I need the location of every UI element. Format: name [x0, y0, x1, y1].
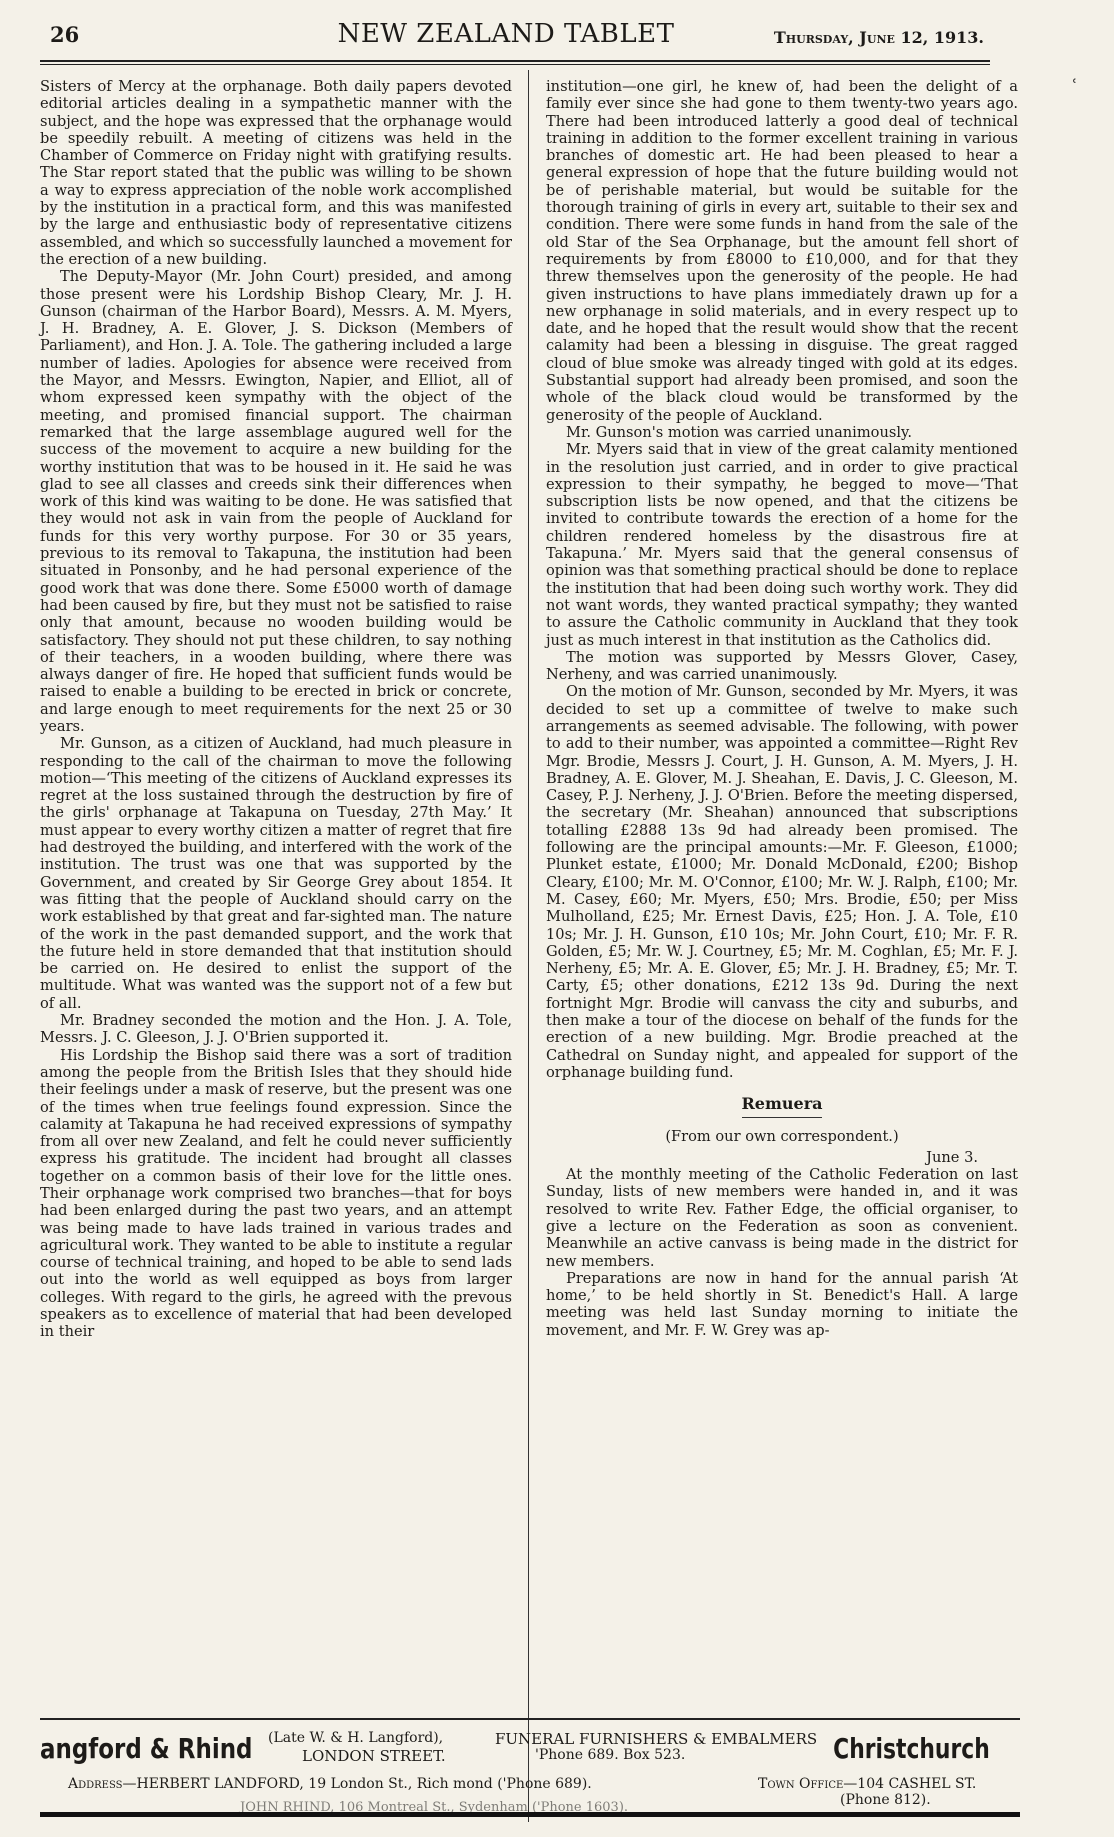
paragraph: His Lordship the Bishop said there was a sort of tradition among the people from the British Isles that they should hide their feelings under a mask of reserve, but the present was one of the times when true feelings found expression. Since the calamity at Takapuna he had received expressions of sympathy from all over new Zealand, and felt he could never sufficiently express his gratitude. The incident had brought all classes together on a common basis of their love for the little ones. Their orphanage work comprised two branches—that for boys had been enlarged during the past two years, and an attempt was being made to have lads trained in various trades and agricultural work. They wanted to be able to institute a regular course of technical training, and hoped to be able to send lads out into the world as well equipped as boys from larger colleges. With regard to the girls, he agreed with the prevous speakers as to excellence of material that had been developed in their: [40, 1046, 512, 1341]
paragraph: Sisters of Mercy at the orphanage. Both daily papers devoted editorial articles dealing in a sympathetic manner with the subject, and the hope was expressed that the orphanage would be speedily rebuilt. A meeting of citizens was held in the Chamber of Commerce on Friday night with gratifying results. The Star report stated that the public was willing to be shown a way to express appreciation of the noble work accomplished by the institution in a practical form, and this was manifested by the large and enthusiastic body of representative citizens assembled, and which so successfully launched a movement for the erection of a new building.: [40, 78, 512, 268]
paragraph: institution—one girl, he knew of, had been the delight of a family ever since she had gone to them twenty-two years ago. There had been introduced latterly a good deal of technical training in addition to the former excellent training in various branches of domestic art. He had been pleased to hear a general expression of hope that the future building would not be of perishable material, but would be suitable for the thorough training of girls in every art, suitable to their sex and condition. There were some funds in hand from the sale of the old Star of the Sea Orphanage, but the amount fell short of requirements by from £8000 to £10,000, and for that they threw themselves upon the generosity of the people. He had given instructions to have plans immediately drawn up for a new orphanage in solid materials, and in every respect up to date, and he hoped that the result would show that the recent calamity had been a blessing in disguise. The great ragged cloud of blue smoke was already tinged with gold at its edges. Substantial support had already been promised, and soon the whole of the black cloud would be transformed by the generosity of the people of Auckland.: [546, 78, 1018, 424]
paragraph: On the motion of Mr. Gunson, seconded by Mr. Myers, it was decided to set up a committee of twelve to make such arrangements as seemed advisable. The following, with power to add to their number, was appointed a committee—Right Rev Mgr. Brodie, Messrs J. Court, J. H. Gunson, A. M. Myers, J. H. Bradney, A. E. Glover, M. J. Sheahan, E. Davis, J. C. Gleeson, M. Casey, P. J. Nerheny, J. J. O'Brien. Before the meeting dispersed, the secretary (Mr. Sheahan) announced that subscriptions totalling £2888 13s 9d had already been promised. The following are the principal amounts:—Mr. F. Gleeson, £1000; Plunket estate, £1000; Mr. Donald McDonald, £200; Bishop Cleary, £100; Mr. M. O'Connor, £100; Mr. W. J. Ralph, £100; Mr. M. Casey, £60; Mr. Myers, £50; Mrs. Brodie, £50; per Miss Mulholland, £25; Mr. Ernest Davis, £25; Hon. J. A. Tole, £10 10s; Mr. J. H. Gunson, £10 10s; Mr. John Court, £10; Mr. F. R. Golden, £5; Mr. W. J. Courtney, £5; Mr. M. Coghlan, £5; Mr. F. J. Nerheny, £5; Mr. A. E. Glover, £5; Mr. J. H. Bradney, £5; Mr. T. Carty, £5; other donations, £212 13s 9d. During the next fortnight Mgr. Brodie will canvass the city and suburbs, and then make a tour of the diocese on behalf of the funds for the erection of a new building. Mgr. Brodie preached at the Cathedral on Sunday night, and appealed for support of the orphanage building fund.: [546, 683, 1018, 1081]
ad-brand-left: angford & Rhind: [40, 1732, 253, 1765]
paragraph: Preparations are now in hand for the annual parish ‘At home,’ to be held shortly in St. Benedict's Hall. A large meeting was held last Sunday morning to initiate the movement, and Mr. F. W. Grey was ap-: [546, 1269, 1018, 1339]
ad-bottom-rule: [40, 1812, 1020, 1817]
ad-cutoff-line: JOHN RHIND, 106 Montreal St., Sydenham ('Phone 1603).: [240, 1800, 629, 1815]
paragraph: Mr. Bradney seconded the motion and the Hon. J. A. Tole, Messrs. J. C. Gleeson, J. J. O'Brien supported it.: [40, 1012, 512, 1047]
paragraph: At the monthly meeting of the Catholic Federation on last Sunday, lists of new members were handed in, and it was resolved to write Rev. Father Edge, the official organiser, to give a lecture on the Federation as soon as convenient. Meanwhile an active canvass is being made in the district for new members.: [546, 1166, 1018, 1270]
ad-address-text: —HERBERT LANDFORD, 19 London St., Rich mond ('Phone 689).: [122, 1776, 592, 1792]
ad-brand-right: Christchurch: [833, 1732, 990, 1765]
ad-town-text: —104 CASHEL ST.: [843, 1776, 977, 1792]
page-header: [22, 19, 990, 56]
section-rule: [742, 1117, 822, 1118]
page-number: 26: [50, 22, 80, 47]
correspondent-byline: (From our own correspondent.): [665, 1127, 899, 1145]
ad-street: LONDON STREET.: [302, 1747, 446, 1765]
margin-mark: ʿ: [1072, 76, 1078, 97]
ad-address-label: Address: [68, 1776, 123, 1792]
ad-address: [68, 1776, 592, 1792]
ad-service: FUNERAL FURNISHERS & EMBALMERS: [495, 1730, 818, 1748]
issue-date: Thursday, June 12, 1913.: [773, 28, 984, 47]
left-column: [40, 78, 512, 1341]
section-heading-remuera: Remuera: [741, 1094, 823, 1114]
paragraph: The Deputy-Mayor (Mr. John Court) presided, and among those present were his Lordship Bishop Cleary, Mr. J. H. Gunson (chairman of the Harbor Board), Messrs. A. M. Myers, J. H. Bradney, A. E. Glover, J. S. Dickson (Members of Parliament), and Hon. J. A. Tole. The gathering included a large number of ladies. Apologies for absence were received from the Mayor, and Messrs. Ewington, Napier, and Elliot, all of whom expressed keen sympathy with the object of the meeting, and promised financial support. The chairman remarked that the large assemblage augured well for the success of the movement to acquire a new building for the worthy institution that was to be housed in it. He said he was glad to see all classes and creeds sink their differences when work of this kind was waiting to be done. He was satisfied that they would not ask in vain from the people of Auckland for funds for this very worthy purpose. For 30 or 35 years, previous to its removal to Takapuna, the institution had been situated in Ponsonby, and he had personal experience of the good work that was done there. Some £5000 worth of damage had been caused by fire, but they must not be satisfied to raise only that amount, because no wooden building would be satisfactory. They should not put these children, to say nothing of their teachers, in a wooden building, where there was always danger of fire. He hoped that sufficient funds would be raised to enable a building to be erected in brick or concrete, and large enough to meet requirements for the next 25 or 30 years.: [40, 268, 512, 735]
ad-phone: 'Phone 689. Box 523.: [535, 1747, 686, 1763]
header-rule: [40, 60, 990, 62]
paragraph: Mr. Gunson's motion was carried unanimously.: [566, 423, 912, 441]
ad-town-office: [758, 1776, 976, 1792]
header-rule-thin: [40, 64, 990, 65]
ad-town-phone: (Phone 812).: [840, 1792, 931, 1808]
advertisement-banner: [40, 1718, 1020, 1828]
paragraph: Mr. Gunson, as a citizen of Auckland, had much pleasure in responding to the call of the chairman to move the following motion—‘This meeting of the citizens of Auckland expresses its regret at the loss sustained through the destruction by fire of the girls' orphanage at Takapuna on Tuesday, 27th May.’ It must appear to every worthy citizen a matter of regret that fire had destroyed the building, and interfered with the work of the institution. The trust was one that was supported by the Government, and created by Sir George Grey about 1854. It was fitting that the people of Auckland should carry on the work established by that great and far-sighted man. The nature of the work in the past demanded support, and the work that the future held in store demanded that that institution should be carried on. He desired to enlist the support of the multitude. What was wanted was the support not of a few but of all.: [40, 735, 512, 1012]
paragraph: The motion was supported by Messrs Glover, Casey, Nerheny, and was carried unanimously.: [546, 648, 1018, 684]
ad-late-note: (Late W. & H. Langford),: [268, 1730, 444, 1746]
column-divider: [528, 70, 529, 1822]
paragraph: Mr. Myers said that in view of the great calamity mentioned in the resolution just carried, and in order to give practical expression to their sympathy, he begged to move—‘That subscription lists be now opened, and that the citizens be invited to contribute towards the erection of a home for the children rendered homeless by the disastrous fire at Takapuna.’ Mr. Myers said that the general consensus of opinion was that something practical should be done to replace the institution that had been doing such worthy work. They did not want words, they wanted practical sympathy; they wanted to assure the Catholic community in Auckland that they took just as much interest in that institution as the Catholics did.: [546, 441, 1018, 649]
masthead-title: NEW ZEALAND TABLET: [337, 19, 675, 49]
right-column: [546, 78, 1018, 1339]
ad-town-label: Town Office: [758, 1776, 844, 1792]
article-date: June 3.: [926, 1148, 978, 1166]
